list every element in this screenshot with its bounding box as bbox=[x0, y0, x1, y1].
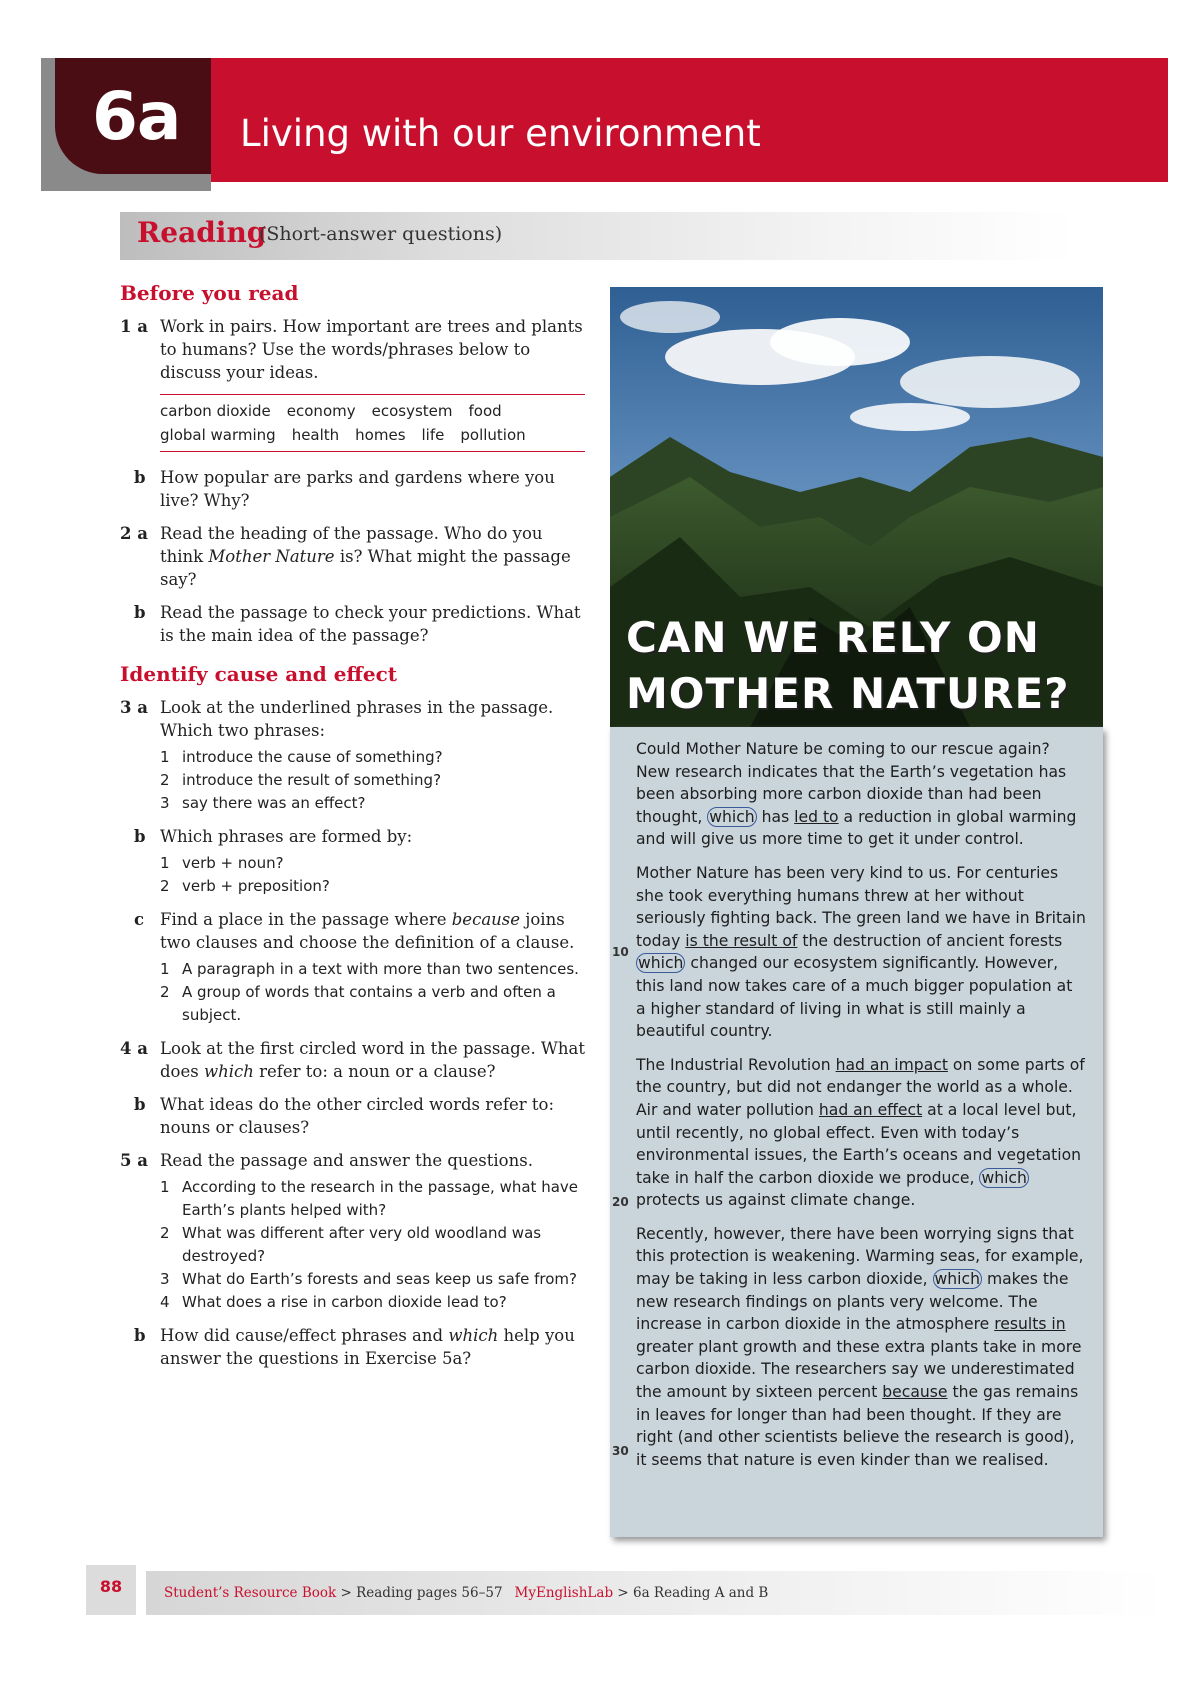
exercise-1b bbox=[120, 466, 585, 512]
unit-number: 6a bbox=[92, 78, 181, 155]
exercise-4b bbox=[120, 1093, 585, 1139]
footer-online: MyEnglishLab bbox=[514, 1585, 614, 1601]
exercise-emphasis: Mother Nature bbox=[208, 547, 335, 566]
exercise-1a bbox=[120, 315, 585, 384]
exercise-number: 1 a bbox=[120, 317, 148, 336]
exercise-text: Look at the first circled word in the passage. What does bbox=[160, 1039, 585, 1081]
exercise-text: Work in pairs. How important are trees and plants to humans? Use the words/phrases below to discuss your ideas. bbox=[160, 317, 583, 382]
circled-word: which bbox=[709, 807, 755, 826]
exercise-text: Read the heading of the passage. Who do you think bbox=[160, 524, 543, 566]
sub-item: 3 say there was an effect? bbox=[160, 794, 366, 812]
exercise-emphasis: which bbox=[448, 1326, 499, 1345]
word: food bbox=[468, 402, 502, 420]
sub-item: 1 introduce the cause of something? bbox=[160, 748, 443, 766]
exercise-text: How did cause/effect phrases and bbox=[160, 1326, 449, 1345]
exercise-letter: c bbox=[134, 910, 145, 929]
line-number: 30 bbox=[612, 1444, 629, 1458]
exercise-letter: b bbox=[134, 1326, 146, 1345]
sub-item: 2 introduce the result of something? bbox=[160, 771, 442, 789]
exercise-text: refer to: a noun or a clause? bbox=[253, 1062, 496, 1081]
headline-line: CAN WE RELY ON bbox=[626, 613, 1040, 662]
word: carbon dioxide bbox=[160, 402, 271, 420]
exercise-4a bbox=[120, 1037, 585, 1083]
sub-item: 2 verb + preposition? bbox=[160, 877, 330, 895]
exercise-text: Look at the underlined phrases in the passage. Which two phrases: bbox=[160, 698, 554, 740]
exercise-3b bbox=[120, 825, 585, 898]
circled-word: which bbox=[638, 954, 684, 973]
footer-crossref: Student’s Resource Book > Reading pages 56–57 MyEnglishLab > 6a Reading A and B bbox=[164, 1585, 769, 1601]
exercise-3a bbox=[120, 696, 585, 815]
exercise-2a bbox=[120, 522, 585, 591]
sub-list bbox=[160, 1176, 585, 1314]
footer-book: Student’s Resource Book bbox=[164, 1585, 337, 1601]
underlined-phrase: because bbox=[882, 1383, 948, 1402]
circled-word: which bbox=[981, 1168, 1027, 1187]
sub-item: 2 A group of words that contains a verb and often a subject. bbox=[160, 983, 556, 1024]
sub-item: 1 verb + noun? bbox=[160, 854, 284, 872]
exercise-number: 3 a bbox=[120, 698, 148, 717]
exercise-3c bbox=[120, 908, 585, 1027]
exercises-column bbox=[120, 282, 585, 1380]
underlined-phrase: is the result of bbox=[685, 931, 798, 950]
sub-item: 4 What does a rise in carbon dioxide lead to? bbox=[160, 1293, 507, 1311]
word: pollution bbox=[460, 426, 526, 444]
exercise-number: 5 a bbox=[120, 1151, 148, 1170]
exercise-emphasis: because bbox=[451, 910, 521, 929]
sub-list bbox=[160, 746, 585, 815]
exercise-5b bbox=[120, 1324, 585, 1370]
unit-title: Living with our environment bbox=[240, 112, 761, 155]
footer-activity: 6a Reading A and B bbox=[633, 1585, 769, 1601]
sub-list bbox=[160, 958, 585, 1027]
page-number: 88 bbox=[86, 1565, 136, 1615]
exercise-text: Which phrases are formed by: bbox=[160, 827, 413, 846]
exercise-number: 4 a bbox=[120, 1039, 148, 1058]
section-title: Reading bbox=[137, 216, 267, 249]
exercise-letter: b bbox=[134, 468, 146, 487]
underlined-phrase: results in bbox=[994, 1315, 1066, 1334]
exercise-text: is? What might the passage say? bbox=[160, 547, 571, 589]
exercise-text: How popular are parks and gardens where you live? Why? bbox=[160, 468, 555, 510]
passage-text bbox=[636, 738, 1086, 1482]
word: life bbox=[421, 426, 445, 444]
word: homes bbox=[355, 426, 406, 444]
circled-word: which bbox=[934, 1270, 980, 1289]
sub-item: 2 What was different after very old woodland was destroyed? bbox=[160, 1224, 542, 1265]
passage-paragraph: Recently, however, there have been worrying signs that this protection is weakening. Warming seas, for example, may be taking in less carbon dioxide, which makes the new research findings on plants very welcome. The increase in carbon dioxide in the atmosphere results in greater plant growth and these extra plants take in more carbon dioxide. The researchers say we underestimated the amount by sixteen percent because the gas remains in leaves for longer than had been thought. If they are right (and other scientists believe the research is good), it seems that nature is even kinder than we realised. bbox=[636, 1224, 1084, 1469]
exercise-number: 2 a bbox=[120, 524, 148, 543]
passage-paragraph: Could Mother Nature be coming to our rescue again? New research indicates that the Earth’s vegetation has been absorbing more carbon dioxide than had been thought, which has led to a reduction in global warming and will give us more time to get it under control. bbox=[636, 740, 1077, 849]
line-number: 10 bbox=[612, 945, 629, 959]
underlined-phrase: led to bbox=[794, 807, 839, 826]
word: ecosystem bbox=[371, 402, 453, 420]
word: health bbox=[291, 426, 340, 444]
exercise-text: What ideas do the other circled words refer to: nouns or clauses? bbox=[160, 1095, 555, 1137]
footer-pages: Reading pages 56–57 bbox=[356, 1585, 503, 1601]
exercise-emphasis: which bbox=[203, 1062, 254, 1081]
exercise-text: joins two clauses and choose the definition of a clause. bbox=[160, 910, 575, 952]
exercise-text: help you answer the questions in Exercise 5a? bbox=[160, 1326, 575, 1368]
passage-paragraph: The Industrial Revolution had an impact on some parts of the country, but did not endanger the world as a whole. Air and water pollution had an effect at a local level but, until recently, no global effect. Even with today’s environmental issues, the Earth’s oceans and vegetation take in half the carbon dioxide we produce, which protects us against climate change. bbox=[636, 1055, 1085, 1210]
word-box bbox=[160, 394, 585, 452]
sub-item: 1 A paragraph in a text with more than two sentences. bbox=[160, 960, 579, 978]
word-row bbox=[160, 399, 585, 423]
word-row bbox=[160, 423, 585, 447]
line-number: 20 bbox=[612, 1195, 629, 1209]
section-subtitle: (Short-answer questions) bbox=[259, 223, 503, 245]
before-you-read-heading: Before you read bbox=[120, 281, 299, 305]
underlined-phrase: had an impact bbox=[835, 1055, 948, 1074]
exercise-text: Find a place in the passage where bbox=[160, 910, 452, 929]
exercise-letter: b bbox=[134, 1095, 146, 1114]
sub-item: 1 According to the research in the passage, what have Earth’s plants helped with? bbox=[160, 1178, 578, 1219]
exercise-text: Read the passage and answer the questions. bbox=[160, 1151, 533, 1170]
identify-cause-effect-heading: Identify cause and effect bbox=[120, 662, 397, 686]
exercise-letter: b bbox=[134, 827, 146, 846]
passage-headline bbox=[626, 610, 1096, 722]
underlined-phrase: had an effect bbox=[818, 1100, 923, 1119]
exercise-2b bbox=[120, 601, 585, 647]
word: global warming bbox=[160, 426, 276, 444]
exercise-letter: b bbox=[134, 603, 146, 622]
sub-item: 3 What do Earth’s forests and seas keep us safe from? bbox=[160, 1270, 577, 1288]
word: economy bbox=[286, 402, 356, 420]
passage-paragraph: Mother Nature has been very kind to us. For centuries she took everything humans threw at her without seriously fighting back. The green land we have in Britain today is the result of the destruction of ancient forests which changed our ecosystem significantly. However, this land now takes care of a much bigger population at a higher standard of living in what is still mainly a beautiful country. bbox=[636, 863, 1086, 1041]
exercise-text: Read the passage to check your predictions. What is the main idea of the passage? bbox=[160, 603, 581, 645]
sub-list bbox=[160, 852, 585, 898]
exercise-5a bbox=[120, 1149, 585, 1314]
headline-line: MOTHER NATURE? bbox=[626, 669, 1070, 718]
